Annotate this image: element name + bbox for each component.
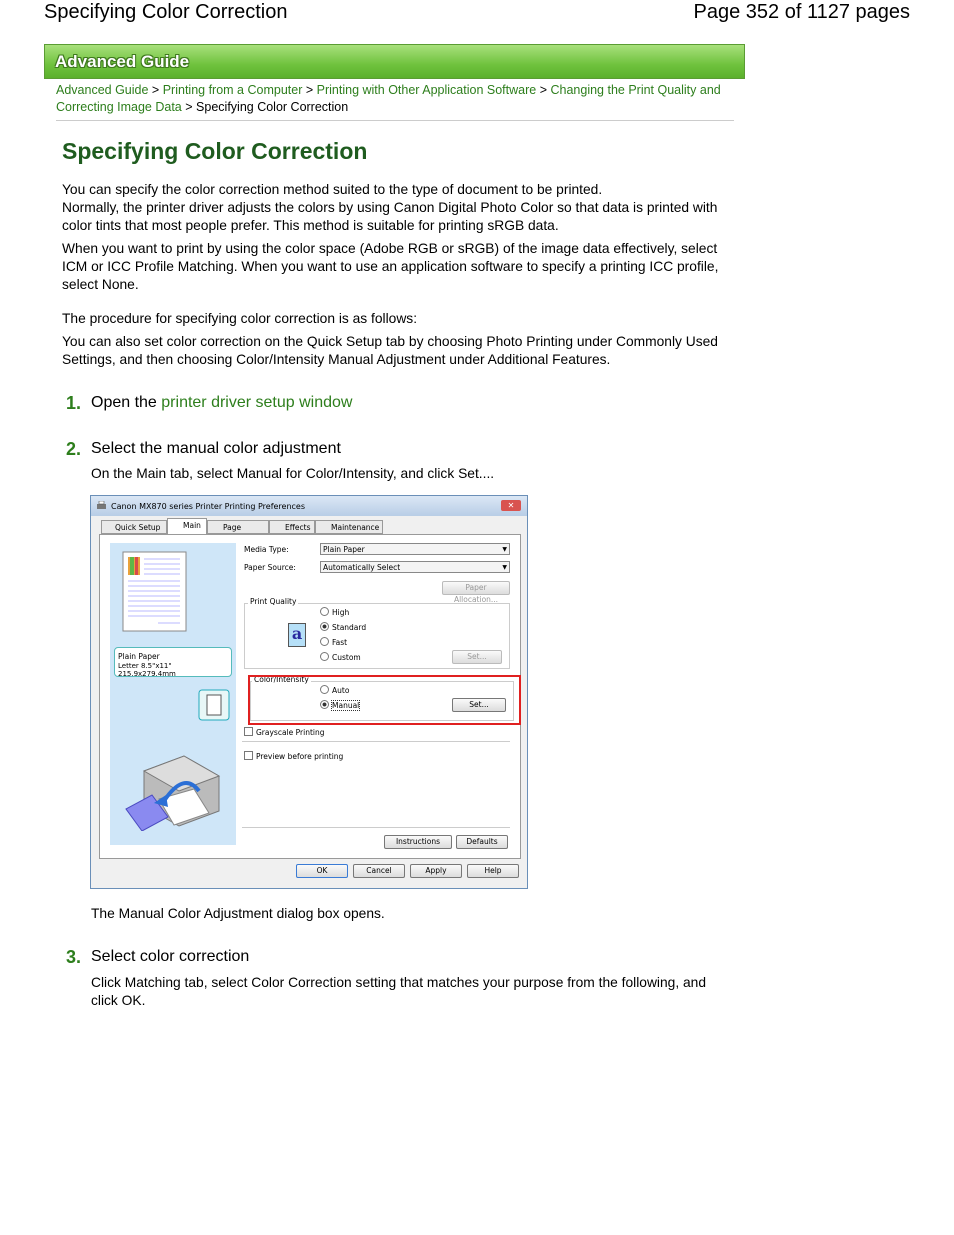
checkbox-label: Preview before printing: [256, 752, 344, 761]
paper-info-type: Plain Paper: [118, 652, 160, 661]
apply-button[interactable]: Apply: [410, 864, 462, 878]
close-icon[interactable]: ✕: [501, 500, 521, 511]
print-quality-icon: a: [288, 623, 306, 647]
intro-paragraph-1: You can specify the color correction method suited to the type of document to be printed.: [62, 182, 603, 197]
tab-quick-setup[interactable]: [101, 520, 167, 534]
radio-label: Fast: [332, 638, 348, 647]
divider: [242, 827, 510, 828]
tab-label: Quick Setup: [115, 523, 161, 532]
breadcrumb-changing-print-quality[interactable]: Changing the Print Quality and Correcting Image Data: [56, 83, 721, 114]
defaults-button[interactable]: Defaults: [456, 835, 508, 849]
banner-label: Advanced Guide: [55, 52, 190, 71]
breadcrumb-advanced-guide[interactable]: Advanced Guide: [56, 83, 149, 97]
media-type-select[interactable]: Plain Paper ▼: [320, 543, 510, 555]
preview-checkbox[interactable]: [244, 751, 343, 761]
radio-label: High: [332, 608, 350, 617]
grayscale-checkbox[interactable]: [244, 727, 325, 737]
page-title: Specifying Color Correction: [62, 138, 368, 164]
divider: [242, 741, 510, 742]
printing-preferences-dialog: [90, 495, 528, 889]
breadcrumb-separator: >: [305, 83, 314, 97]
breadcrumb-current: Specifying Color Correction: [196, 100, 349, 114]
quality-standard-radio[interactable]: [320, 622, 366, 632]
color-intensity-label: Color/Intensity: [254, 675, 309, 684]
tab-label: Maintenance: [331, 523, 380, 532]
instructions-button[interactable]: Instructions: [384, 835, 452, 849]
page-number: Page 352 of 1127 pages: [693, 1, 910, 23]
step-2-description: On the Main tab, select Manual for Color/Intensity, and click Set....: [91, 466, 495, 481]
tab-maintenance[interactable]: [315, 520, 383, 534]
quality-set-button[interactable]: Set...: [452, 650, 502, 664]
intro-paragraph-2: Normally, the printer driver adjusts the colors by using Canon Digital Photo Color so that data is printed with color tints that most people prefer. This method is suitable for printing sRGB data.: [62, 200, 718, 233]
ok-button[interactable]: OK: [296, 864, 348, 878]
printer-icon: [96, 501, 107, 511]
help-button[interactable]: Help: [467, 864, 519, 878]
tab-main[interactable]: [167, 518, 207, 535]
step-2-number: 2.: [66, 439, 82, 459]
quality-high-radio[interactable]: [320, 607, 349, 617]
quality-fast-radio[interactable]: [320, 637, 347, 647]
printer-illustration-icon: [124, 751, 224, 831]
cancel-button[interactable]: Cancel: [353, 864, 405, 878]
checkbox-label: Grayscale Printing: [256, 728, 325, 737]
breadcrumb-separator: >: [151, 83, 160, 97]
intro-paragraph-3: When you want to print by using the color space (Adobe RGB or sRGB) of the image data effectively, select ICM or ICC Profile Matching. When you want to use an application software to specify a printing ICC profile, select None.: [62, 241, 719, 292]
quality-custom-radio[interactable]: [320, 652, 361, 662]
page-header-title: Specifying Color Correction: [44, 1, 288, 23]
tab-label: Main: [183, 521, 201, 530]
step-1-prefix: Open the: [91, 394, 162, 411]
paper-orientation-icon: [198, 689, 230, 721]
advanced-guide-banner: [44, 44, 745, 79]
dialog-title-bar: [91, 496, 527, 516]
tab-label: Effects: [285, 523, 311, 532]
radio-label: Manual: [332, 701, 360, 710]
step-1-text: [91, 394, 352, 412]
paper-source-select[interactable]: Automatically Select ▼: [320, 561, 510, 573]
intro-paragraph-4: The procedure for specifying color correction is as follows:: [62, 311, 418, 326]
breadcrumb-separator: >: [185, 100, 193, 114]
paper-info-size: Letter 8.5"x11" 215.9x279.4mm: [118, 662, 176, 678]
radio-label: Standard: [332, 623, 367, 632]
step-2-result: The Manual Color Adjustment dialog box opens.: [91, 906, 385, 921]
step-1-number: 1.: [66, 393, 82, 413]
breadcrumb-printing-from-computer[interactable]: Printing from a Computer: [162, 83, 303, 97]
tab-label: Page: [223, 523, 242, 532]
color-set-button[interactable]: Set...: [452, 698, 506, 712]
paper-info-box: [114, 647, 232, 677]
print-quality-label: Print Quality: [250, 597, 297, 606]
paper-allocation-button[interactable]: Paper Allocation...: [442, 581, 510, 595]
step-3-text: Select color correction: [91, 948, 250, 965]
intro-note: You can also set color correction on the Quick Setup tab by choosing Photo Printing under Commonly Used Settings, and then choosing Color/Intensity Manual Adjustment under Additional Features.: [62, 334, 718, 367]
step-2-text: Select the manual color adjustment: [91, 440, 341, 457]
main-tab-panel: [99, 534, 521, 859]
tab-page-setup[interactable]: [207, 520, 269, 534]
page-preview-thumbnail: [122, 551, 188, 633]
tab-effects[interactable]: [269, 520, 315, 534]
breadcrumb-separator: >: [539, 83, 547, 97]
media-type-label: Media Type:: [244, 545, 289, 554]
breadcrumb: [56, 82, 736, 116]
paper-source-label: Paper Source:: [244, 563, 296, 572]
highlight-box: [248, 675, 521, 725]
radio-label: Auto: [332, 686, 350, 695]
step-3-description: Click Matching tab, select Color Correction setting that matches your purpose from the following, and click OK.: [91, 975, 707, 1008]
breadcrumb-divider: [56, 120, 734, 121]
breadcrumb-other-application-software[interactable]: Printing with Other Application Software: [316, 83, 537, 97]
preview-pane: [110, 543, 236, 845]
step-3-number: 3.: [66, 947, 82, 967]
printer-driver-setup-link[interactable]: printer driver setup window: [161, 394, 353, 411]
radio-label: Custom: [332, 653, 361, 662]
dialog-title: Canon MX870 series Printer Printing Preferences: [111, 502, 306, 511]
